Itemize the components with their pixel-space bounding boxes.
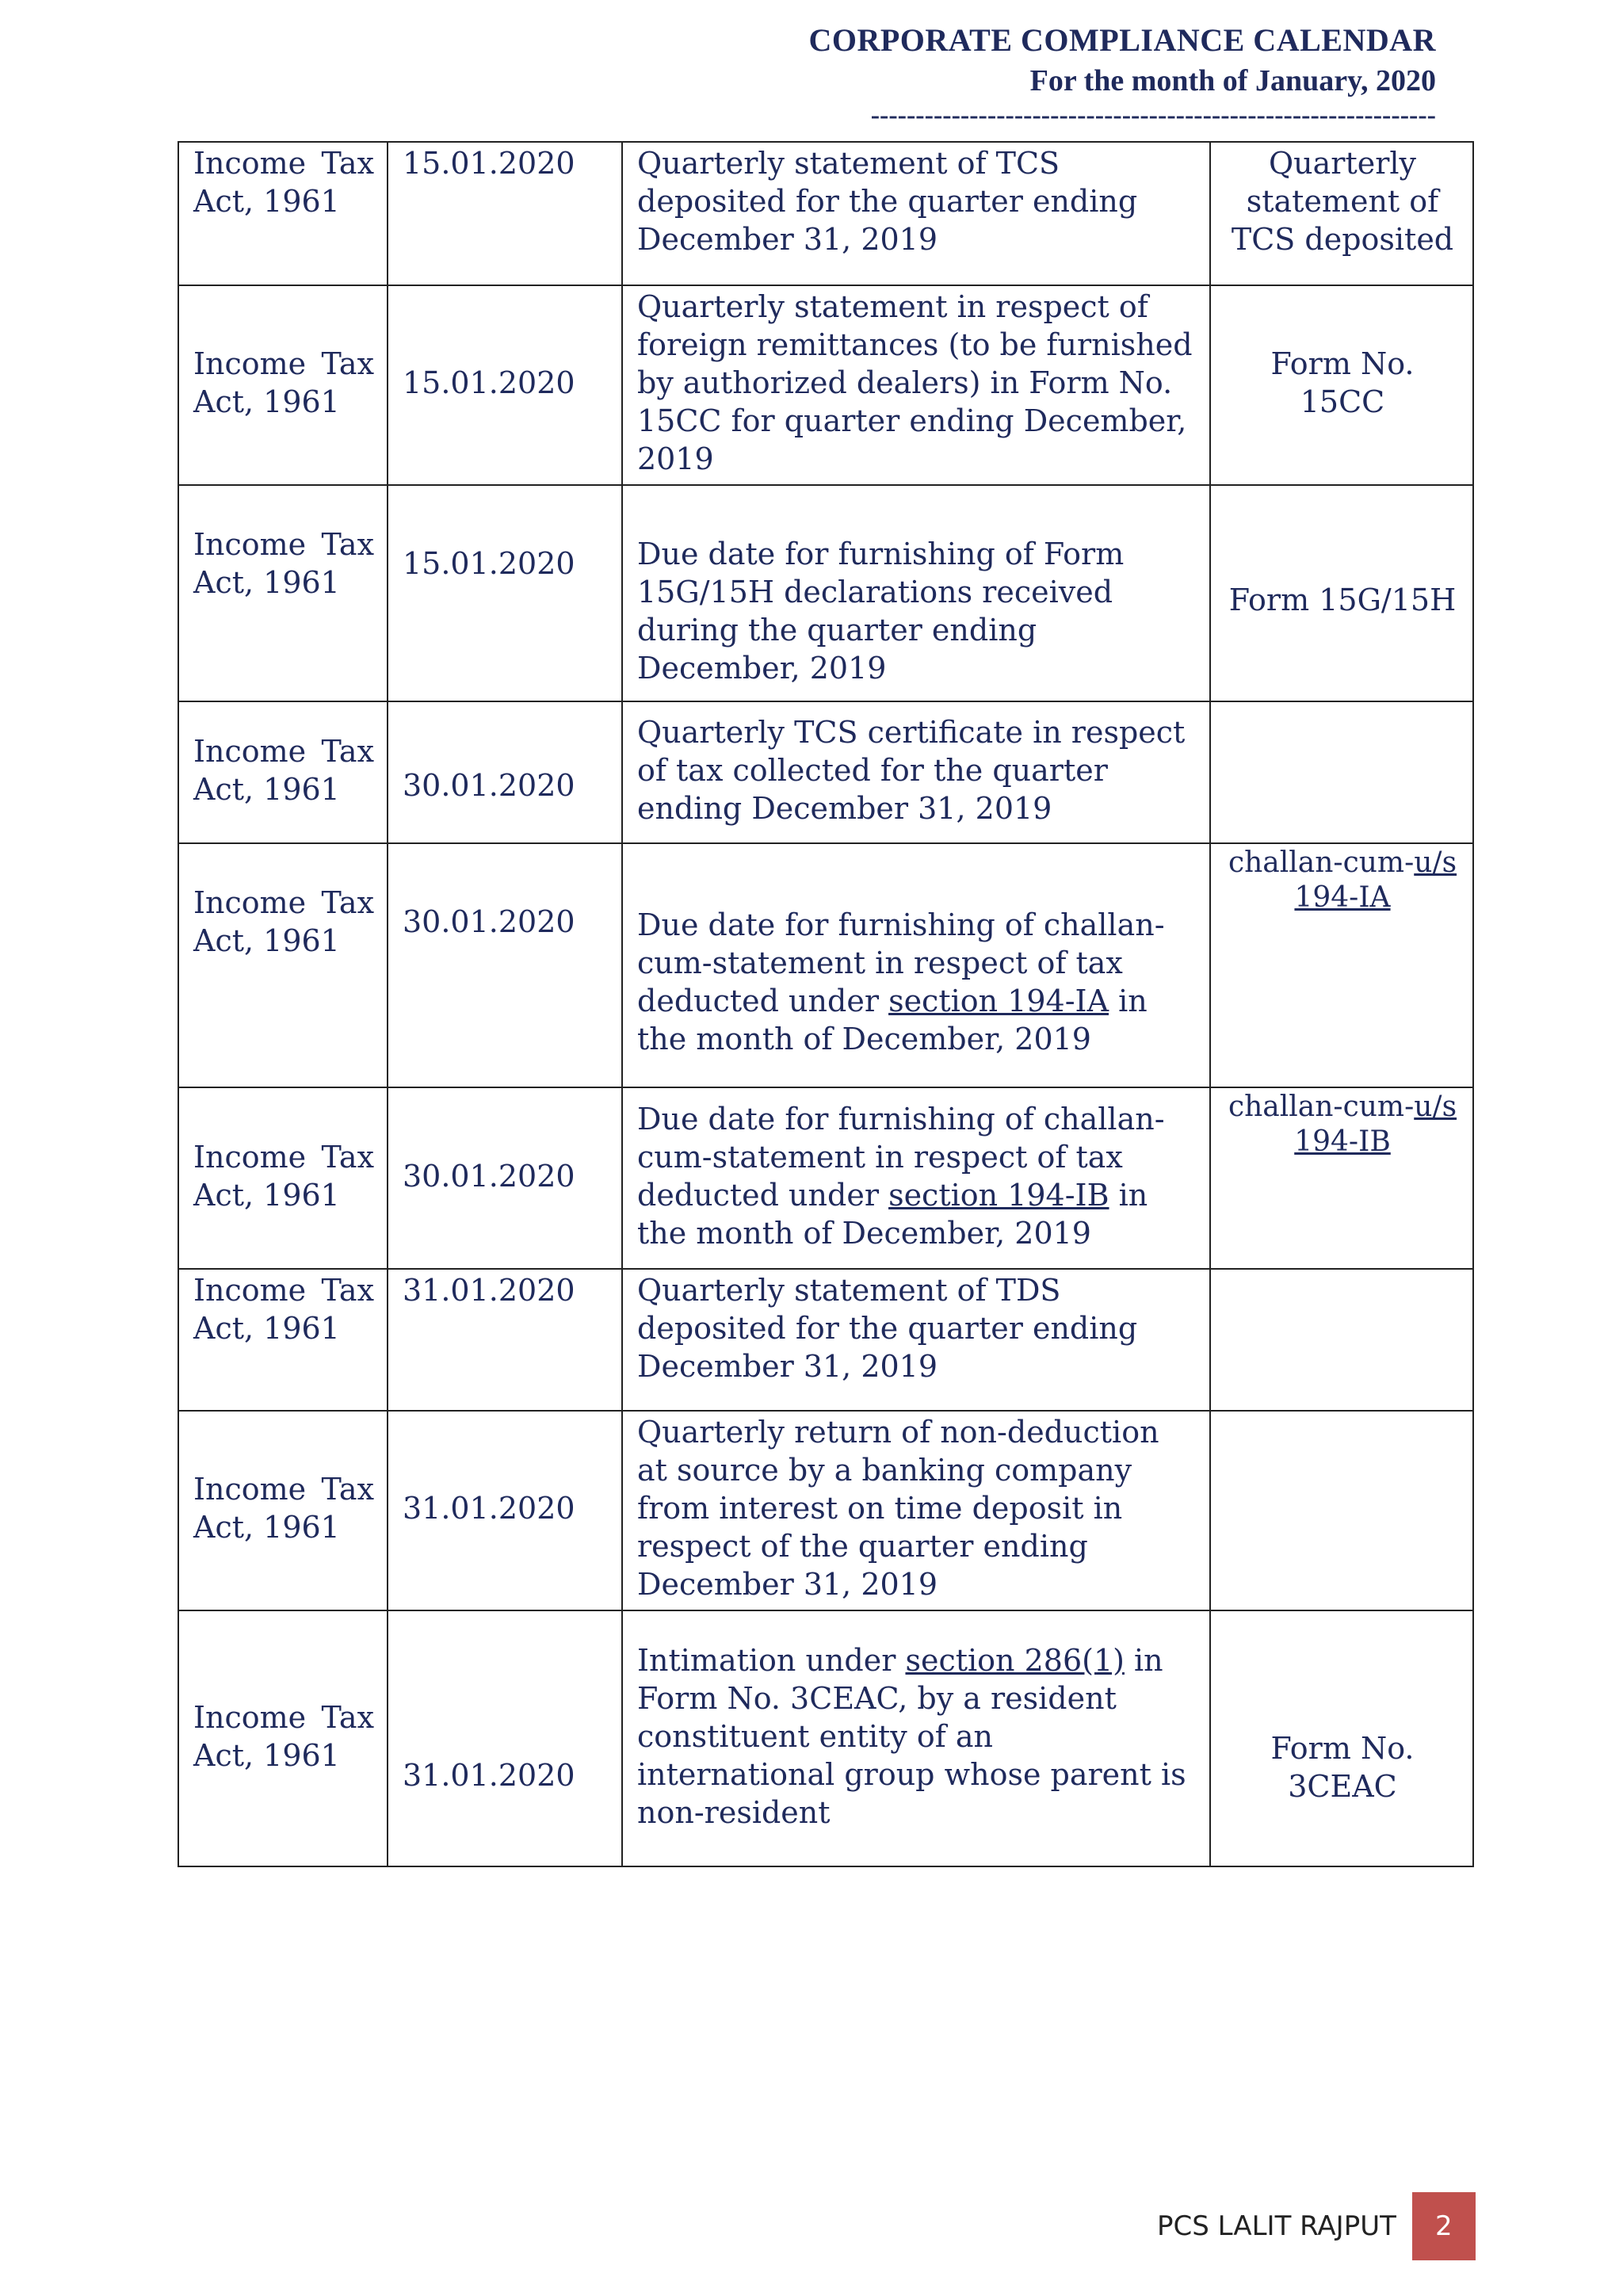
form-cell: challan-cum-u/s 194-IB <box>1210 1087 1473 1269</box>
section-286-1-link[interactable]: section 286(1) <box>905 1642 1125 1678</box>
act-cell: Income Tax Act, 1961 <box>178 1411 388 1610</box>
due-date-cell: 15.01.2020 <box>388 485 622 701</box>
description-cell: Intimation under section 286(1) in Form No. 3CEAC, by a resident constituent entity of an international group whose parent is non-resident <box>622 1610 1210 1866</box>
page-header <box>794 21 1436 130</box>
page-number-badge: 2 <box>1412 2192 1476 2260</box>
table-row <box>178 285 1473 485</box>
due-date-cell: 15.01.2020 <box>388 285 622 485</box>
form-cell <box>1210 701 1473 843</box>
form-cell: Form No. 15CC <box>1210 285 1473 485</box>
table-row <box>178 701 1473 843</box>
section-194-ia-form-link[interactable]: 194-IA <box>1294 881 1391 914</box>
act-cell: Income Tax Act, 1961 <box>178 1087 388 1269</box>
form-cell: Form 15G/15H <box>1210 485 1473 701</box>
section-194-ib-form-link[interactable]: 194-IB <box>1294 1125 1391 1158</box>
form-cell: Quarterly statement of TCS deposited <box>1210 142 1473 285</box>
page-footer <box>1157 2192 1476 2260</box>
due-date-cell: 30.01.2020 <box>388 1087 622 1269</box>
table-row <box>178 843 1473 1087</box>
description-cell: Quarterly statement of TDS deposited for the quarter ending December 31, 2019 <box>622 1269 1210 1411</box>
due-date-cell: 30.01.2020 <box>388 701 622 843</box>
act-cell: Income Tax Act, 1961 <box>178 285 388 485</box>
table-row <box>178 1411 1473 1610</box>
act-cell: Income Tax Act, 1961 <box>178 1610 388 1866</box>
description-cell: Quarterly statement in respect of foreign remittances (to be furnished by authorized dealers) in Form No. 15CC for quarter ending December, 2019 <box>622 285 1210 485</box>
footer-author: PCS LALIT RAJPUT <box>1157 2210 1396 2242</box>
us-link[interactable]: u/s <box>1414 1091 1457 1123</box>
form-cell: Form No. 3CEAC <box>1210 1610 1473 1866</box>
table-row <box>178 1269 1473 1411</box>
table-row <box>178 1610 1473 1866</box>
due-date-cell: 31.01.2020 <box>388 1269 622 1411</box>
table-row <box>178 485 1473 701</box>
section-194-ib-link[interactable]: section 194-IB <box>888 1177 1109 1213</box>
description-cell: Quarterly TCS certificate in respect of tax collected for the quarter ending December 31, 2019 <box>622 701 1210 843</box>
table-row <box>178 142 1473 285</box>
compliance-table <box>178 141 1474 1867</box>
form-cell <box>1210 1411 1473 1610</box>
description-cell: Due date for furnishing of challan-cum-statement in respect of tax deducted under section 194-IA in the month of December, 2019 <box>622 843 1210 1087</box>
due-date-cell: 31.01.2020 <box>388 1411 622 1610</box>
section-194-ia-link[interactable]: section 194-IA <box>888 984 1109 1018</box>
description-cell: Due date for furnishing of Form 15G/15H declarations received during the quarter ending December, 2019 <box>622 485 1210 701</box>
act-cell: Income Tax Act, 1961 <box>178 485 388 701</box>
form-cell <box>1210 1269 1473 1411</box>
due-date-cell: 31.01.2020 <box>388 1610 622 1866</box>
table-row <box>178 1087 1473 1269</box>
description-cell: Quarterly statement of TCS deposited for the quarter ending December 31, 2019 <box>622 142 1210 285</box>
form-cell: challan-cum-u/s 194-IA <box>1210 843 1473 1087</box>
due-date-cell: 30.01.2020 <box>388 843 622 1087</box>
act-cell: Income Tax Act, 1961 <box>178 142 388 285</box>
due-date-cell: 15.01.2020 <box>388 142 622 285</box>
document-subtitle: For the month of January, 2020 <box>1029 64 1436 97</box>
act-cell: Income Tax Act, 1961 <box>178 843 388 1087</box>
header-dashed-rule: --------------------------------------------------------------- <box>870 101 1436 130</box>
act-cell: Income Tax Act, 1961 <box>178 1269 388 1411</box>
description-cell: Quarterly return of non-deduction at source by a banking company from interest on time deposit in respect of the quarter ending December 31, 2019 <box>622 1411 1210 1610</box>
us-link[interactable]: u/s <box>1414 846 1457 879</box>
description-cell: Due date for furnishing of challan-cum-statement in respect of tax deducted under section 194-IB in the month of December, 2019 <box>622 1087 1210 1269</box>
act-cell: Income Tax Act, 1961 <box>178 701 388 843</box>
document-title: CORPORATE COMPLIANCE CALENDAR <box>808 22 1436 58</box>
